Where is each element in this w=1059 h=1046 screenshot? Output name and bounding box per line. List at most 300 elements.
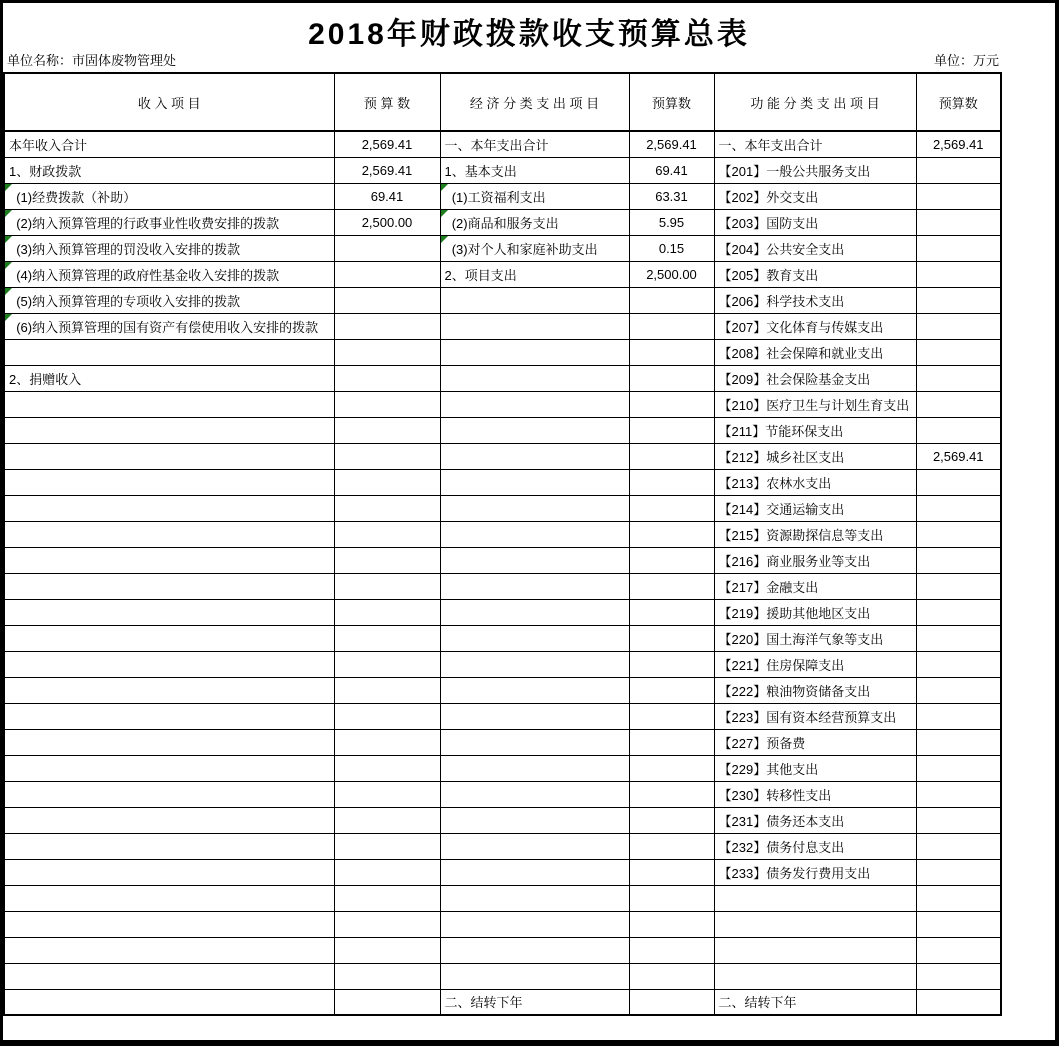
- cell-text: 本年收入合计: [9, 137, 88, 153]
- cell-r11-c5: [714, 391, 916, 417]
- cell-r34-c5: [714, 989, 916, 1015]
- cell-r7-c4: [629, 287, 714, 313]
- cell-text: 0.15: [658, 240, 685, 256]
- cell-r22-c5: [714, 677, 916, 703]
- cell-r15-c4: [629, 495, 714, 521]
- table-row-15: [4, 495, 1001, 521]
- cell-r9-c4: [629, 339, 714, 365]
- cell-r6-c6: [916, 261, 1001, 287]
- cell-r2-c1: [4, 157, 334, 183]
- cell-r5-c2: [334, 235, 440, 261]
- cell-r33-c3: [440, 963, 629, 989]
- cell-r18-c3: [440, 573, 629, 599]
- cell-r11-c6: [916, 391, 1001, 417]
- error-indicator-icon: [5, 314, 12, 321]
- cell-r12-c6: [916, 417, 1001, 443]
- cell-r16-c3: [440, 521, 629, 547]
- cell-r15-c2: [334, 495, 440, 521]
- cell-r16-c6: [916, 521, 1001, 547]
- cell-r6-c4: [629, 261, 714, 287]
- cell-text: 【230】转移性支出: [718, 787, 832, 803]
- cell-r32-c4: [629, 937, 714, 963]
- cell-r22-c3: [440, 677, 629, 703]
- cell-r23-c3: [440, 703, 629, 729]
- cell-text: 1、财政拨款: [9, 163, 82, 179]
- table-row-4: [4, 209, 1001, 235]
- cell-r19-c1: [4, 599, 334, 625]
- cell-r11-c1: [4, 391, 334, 417]
- cell-r4-c5: [714, 209, 916, 235]
- cell-r9-c1: [4, 339, 334, 365]
- cell-r31-c6: [916, 911, 1001, 937]
- cell-text: 5.95: [658, 214, 685, 230]
- cell-r27-c3: [440, 807, 629, 833]
- cell-r15-c3: [440, 495, 629, 521]
- cell-r24-c2: [334, 729, 440, 755]
- cell-r5-c6: [916, 235, 1001, 261]
- cell-r28-c2: [334, 833, 440, 859]
- cell-r5-c3: [440, 235, 629, 261]
- unit-name-label: 单位名称：市固体废物管理处: [7, 53, 177, 68]
- cell-text: 【204】公共安全支出: [718, 241, 845, 257]
- table-row-16: [4, 521, 1001, 547]
- cell-r1-c6: [916, 131, 1001, 157]
- cell-text: 【214】交通运输支出: [718, 501, 845, 517]
- table-row-19: [4, 599, 1001, 625]
- cell-text: 二、结转下年: [718, 995, 797, 1011]
- cell-text: 2,569.41: [361, 162, 413, 178]
- cell-r8-c5: [714, 313, 916, 339]
- cell-r31-c3: [440, 911, 629, 937]
- cell-r31-c5: [714, 911, 916, 937]
- cell-r17-c6: [916, 547, 1001, 573]
- cell-r13-c6: [916, 443, 1001, 469]
- cell-r15-c5: [714, 495, 916, 521]
- cell-r5-c4: [629, 235, 714, 261]
- cell-r13-c5: [714, 443, 916, 469]
- cell-text: 2,569.41: [361, 136, 413, 152]
- cell-r12-c4: [629, 417, 714, 443]
- cell-r23-c6: [916, 703, 1001, 729]
- column-header-5: 功 能 分 类 支 出 项 目: [714, 73, 916, 131]
- cell-r18-c6: [916, 573, 1001, 599]
- cell-r22-c4: [629, 677, 714, 703]
- cell-r14-c6: [916, 469, 1001, 495]
- cell-text: 【206】科学技术支出: [718, 293, 845, 309]
- cell-r33-c5: [714, 963, 916, 989]
- cell-text: 【227】预备费: [718, 735, 806, 751]
- cell-r27-c1: [4, 807, 334, 833]
- cell-text: 【219】援助其他地区支出: [718, 605, 871, 621]
- cell-r10-c1: [4, 365, 334, 391]
- table-row-5: [4, 235, 1001, 261]
- cell-r26-c5: [714, 781, 916, 807]
- cell-r20-c1: [4, 625, 334, 651]
- page-title: 2018年财政拨款收支预算总表: [308, 18, 750, 51]
- cell-r11-c3: [440, 391, 629, 417]
- cell-text: (6)纳入预算管理的国有资产有偿使用收入安排的拨款: [9, 319, 319, 335]
- error-indicator-icon: [5, 184, 12, 191]
- cell-r29-c1: [4, 859, 334, 885]
- cell-r22-c1: [4, 677, 334, 703]
- cell-r30-c5: [714, 885, 916, 911]
- cell-r4-c2: [334, 209, 440, 235]
- cell-text: 1、基本支出: [444, 163, 517, 179]
- cell-r19-c3: [440, 599, 629, 625]
- cell-r20-c2: [334, 625, 440, 651]
- cell-r3-c6: [916, 183, 1001, 209]
- cell-text: (1)工资福利支出: [444, 189, 546, 205]
- cell-r27-c6: [916, 807, 1001, 833]
- cell-r24-c1: [4, 729, 334, 755]
- cell-r10-c4: [629, 365, 714, 391]
- cell-r9-c2: [334, 339, 440, 365]
- cell-text: 【202】外交支出: [718, 189, 819, 205]
- cell-r18-c4: [629, 573, 714, 599]
- cell-r18-c1: [4, 573, 334, 599]
- cell-text: 2,500.00: [646, 266, 697, 282]
- cell-text: (5)纳入预算管理的专项收入安排的拨款: [9, 293, 241, 309]
- table-row-17: [4, 547, 1001, 573]
- cell-r14-c5: [714, 469, 916, 495]
- cell-r20-c3: [440, 625, 629, 651]
- cell-r29-c2: [334, 859, 440, 885]
- cell-r8-c6: [916, 313, 1001, 339]
- meta-row: [7, 50, 999, 69]
- cell-r23-c4: [629, 703, 714, 729]
- cell-r10-c3: [440, 365, 629, 391]
- cell-text: 2,569.41: [932, 136, 984, 152]
- header-row: [4, 73, 1001, 131]
- cell-r4-c1: [4, 209, 334, 235]
- cell-text: 【216】商业服务业等支出: [718, 553, 871, 569]
- table-row-6: [4, 261, 1001, 287]
- cell-r24-c3: [440, 729, 629, 755]
- cell-r30-c2: [334, 885, 440, 911]
- cell-r27-c4: [629, 807, 714, 833]
- cell-r4-c3: [440, 209, 629, 235]
- cell-text: 一、本年支出合计: [718, 137, 823, 153]
- cell-r2-c4: [629, 157, 714, 183]
- cell-r7-c1: [4, 287, 334, 313]
- cell-r34-c1: [4, 989, 334, 1015]
- cell-r8-c2: [334, 313, 440, 339]
- cell-r29-c6: [916, 859, 1001, 885]
- cell-r31-c1: [4, 911, 334, 937]
- cell-r33-c2: [334, 963, 440, 989]
- cell-r32-c3: [440, 937, 629, 963]
- cell-r16-c1: [4, 521, 334, 547]
- table-row-23: [4, 703, 1001, 729]
- cell-r29-c5: [714, 859, 916, 885]
- cell-r30-c3: [440, 885, 629, 911]
- unit-label: 单位：万元: [933, 53, 999, 68]
- cell-text: 2、项目支出: [444, 267, 517, 283]
- cell-r32-c6: [916, 937, 1001, 963]
- cell-r16-c2: [334, 521, 440, 547]
- cell-text: 【212】城乡社区支出: [718, 449, 845, 465]
- table-row-2: [4, 157, 1001, 183]
- cell-r28-c6: [916, 833, 1001, 859]
- cell-r33-c6: [916, 963, 1001, 989]
- cell-text: 69.41: [655, 162, 688, 178]
- cell-r17-c3: [440, 547, 629, 573]
- cell-r32-c1: [4, 937, 334, 963]
- cell-text: (2)纳入预算管理的行政事业性收费安排的拨款: [9, 215, 280, 231]
- table-header: [4, 73, 1001, 131]
- cell-r34-c6: [916, 989, 1001, 1015]
- cell-r19-c5: [714, 599, 916, 625]
- cell-text: 69.41: [370, 188, 404, 204]
- cell-r30-c4: [629, 885, 714, 911]
- cell-text: 【211】节能环保支出: [718, 423, 844, 439]
- cell-r34-c2: [334, 989, 440, 1015]
- cell-r3-c5: [714, 183, 916, 209]
- cell-r16-c4: [629, 521, 714, 547]
- cell-text: 二、结转下年: [444, 995, 523, 1011]
- table-row-25: [4, 755, 1001, 781]
- cell-r30-c6: [916, 885, 1001, 911]
- column-header-1: 收 入 项 目: [4, 73, 334, 131]
- cell-text: 2、捐赠收入: [9, 371, 82, 387]
- column-header-4: 预算数: [629, 73, 714, 131]
- cell-r34-c3: [440, 989, 629, 1015]
- cell-text: 【221】住房保障支出: [718, 657, 845, 673]
- cell-text: 【222】粮油物资储备支出: [718, 683, 871, 699]
- cell-text: 【232】债务付息支出: [718, 839, 845, 855]
- table-row-24: [4, 729, 1001, 755]
- cell-text: 【209】社会保险基金支出: [718, 371, 871, 387]
- cell-r14-c4: [629, 469, 714, 495]
- cell-r26-c1: [4, 781, 334, 807]
- cell-r18-c5: [714, 573, 916, 599]
- error-indicator-icon: [5, 288, 12, 295]
- cell-r1-c4: [629, 131, 714, 157]
- cell-r12-c2: [334, 417, 440, 443]
- cell-r21-c5: [714, 651, 916, 677]
- cell-r25-c6: [916, 755, 1001, 781]
- cell-text: 【213】农林水支出: [718, 475, 832, 491]
- cell-r17-c1: [4, 547, 334, 573]
- cell-r7-c3: [440, 287, 629, 313]
- cell-r25-c5: [714, 755, 916, 781]
- cell-r19-c4: [629, 599, 714, 625]
- cell-text: 一、本年支出合计: [444, 137, 549, 153]
- error-indicator-icon: [441, 236, 448, 243]
- table-row-31: [4, 911, 1001, 937]
- cell-r6-c2: [334, 261, 440, 287]
- cell-r8-c3: [440, 313, 629, 339]
- cell-r17-c5: [714, 547, 916, 573]
- cell-r19-c2: [334, 599, 440, 625]
- cell-r26-c3: [440, 781, 629, 807]
- cell-r28-c1: [4, 833, 334, 859]
- cell-r20-c5: [714, 625, 916, 651]
- cell-r25-c3: [440, 755, 629, 781]
- cell-r28-c4: [629, 833, 714, 859]
- cell-r9-c3: [440, 339, 629, 365]
- cell-r18-c2: [334, 573, 440, 599]
- cell-text: 【215】资源勘探信息等支出: [718, 527, 884, 543]
- cell-r1-c1: [4, 131, 334, 157]
- cell-r19-c6: [916, 599, 1001, 625]
- cell-r23-c1: [4, 703, 334, 729]
- cell-r10-c2: [334, 365, 440, 391]
- cell-r13-c2: [334, 443, 440, 469]
- table-row-34: [4, 989, 1001, 1015]
- cell-r11-c4: [629, 391, 714, 417]
- table-row-26: [4, 781, 1001, 807]
- cell-r16-c5: [714, 521, 916, 547]
- cell-r6-c1: [4, 261, 334, 287]
- cell-r33-c1: [4, 963, 334, 989]
- cell-text: 2,500.00: [361, 214, 413, 230]
- cell-r10-c5: [714, 365, 916, 391]
- cell-text: (1)经费拨款（补助）: [9, 189, 137, 205]
- cell-text: 2,569.41: [932, 448, 984, 464]
- cell-text: 【223】国有资本经营预算支出: [718, 709, 897, 725]
- cell-text: 【233】债务发行费用支出: [718, 865, 871, 881]
- cell-r27-c2: [334, 807, 440, 833]
- cell-r12-c3: [440, 417, 629, 443]
- error-indicator-icon: [441, 184, 448, 191]
- cell-text: (3)纳入预算管理的罚没收入安排的拨款: [9, 241, 241, 257]
- cell-text: 【201】一般公共服务支出: [718, 163, 871, 179]
- cell-r26-c2: [334, 781, 440, 807]
- cell-r27-c5: [714, 807, 916, 833]
- cell-r2-c5: [714, 157, 916, 183]
- cell-r31-c4: [629, 911, 714, 937]
- table-row-9: [4, 339, 1001, 365]
- cell-r1-c3: [440, 131, 629, 157]
- table-body: [4, 131, 1001, 1015]
- table-row-3: [4, 183, 1001, 209]
- cell-r21-c1: [4, 651, 334, 677]
- cell-r33-c4: [629, 963, 714, 989]
- error-indicator-icon: [441, 210, 448, 217]
- cell-r29-c3: [440, 859, 629, 885]
- table-row-7: [4, 287, 1001, 313]
- cell-r7-c5: [714, 287, 916, 313]
- cell-r9-c5: [714, 339, 916, 365]
- table-row-30: [4, 885, 1001, 911]
- table-row-13: [4, 443, 1001, 469]
- cell-text: 【220】国土海洋气象等支出: [718, 631, 884, 647]
- cell-r1-c2: [334, 131, 440, 157]
- error-indicator-icon: [5, 262, 12, 269]
- cell-r25-c2: [334, 755, 440, 781]
- cell-r3-c1: [4, 183, 334, 209]
- cell-r21-c2: [334, 651, 440, 677]
- cell-text: (3)对个人和家庭补助支出: [444, 241, 598, 257]
- table-row-1: [4, 131, 1001, 157]
- cell-text: 【217】金融支出: [718, 579, 819, 595]
- cell-r6-c3: [440, 261, 629, 287]
- cell-r15-c6: [916, 495, 1001, 521]
- cell-text: 【203】国防支出: [718, 215, 819, 231]
- cell-r14-c3: [440, 469, 629, 495]
- table-row-28: [4, 833, 1001, 859]
- cell-r17-c2: [334, 547, 440, 573]
- cell-r28-c5: [714, 833, 916, 859]
- table-row-14: [4, 469, 1001, 495]
- column-header-6: 预算数: [916, 73, 1001, 131]
- table-row-8: [4, 313, 1001, 339]
- cell-r32-c5: [714, 937, 916, 963]
- cell-r12-c1: [4, 417, 334, 443]
- cell-text: 【231】债务还本支出: [718, 813, 845, 829]
- cell-r1-c5: [714, 131, 916, 157]
- cell-r4-c6: [916, 209, 1001, 235]
- cell-r20-c4: [629, 625, 714, 651]
- cell-r8-c4: [629, 313, 714, 339]
- table-row-22: [4, 677, 1001, 703]
- cell-r8-c1: [4, 313, 334, 339]
- cell-r14-c2: [334, 469, 440, 495]
- cell-r21-c3: [440, 651, 629, 677]
- cell-r3-c3: [440, 183, 629, 209]
- cell-r9-c6: [916, 339, 1001, 365]
- table-row-21: [4, 651, 1001, 677]
- cell-text: (2)商品和服务支出: [444, 215, 559, 231]
- cell-r31-c2: [334, 911, 440, 937]
- cell-r32-c2: [334, 937, 440, 963]
- error-indicator-icon: [5, 236, 12, 243]
- budget-table: [3, 72, 1002, 1016]
- cell-r4-c4: [629, 209, 714, 235]
- cell-r12-c5: [714, 417, 916, 443]
- cell-r15-c1: [4, 495, 334, 521]
- column-header-3: 经 济 分 类 支 出 项 目: [440, 73, 629, 131]
- cell-r13-c3: [440, 443, 629, 469]
- cell-r3-c2: [334, 183, 440, 209]
- cell-r13-c4: [629, 443, 714, 469]
- cell-r13-c1: [4, 443, 334, 469]
- cell-r5-c1: [4, 235, 334, 261]
- cell-text: 【208】社会保障和就业支出: [718, 345, 884, 361]
- cell-r34-c4: [629, 989, 714, 1015]
- table-row-20: [4, 625, 1001, 651]
- error-indicator-icon: [5, 210, 12, 217]
- cell-r26-c6: [916, 781, 1001, 807]
- cell-text: 63.31: [655, 188, 688, 204]
- cell-r5-c5: [714, 235, 916, 261]
- table-row-29: [4, 859, 1001, 885]
- cell-r26-c4: [629, 781, 714, 807]
- cell-r7-c6: [916, 287, 1001, 313]
- cell-text: 【229】其他支出: [718, 761, 819, 777]
- cell-r2-c6: [916, 157, 1001, 183]
- cell-r7-c2: [334, 287, 440, 313]
- cell-r6-c5: [714, 261, 916, 287]
- cell-r2-c2: [334, 157, 440, 183]
- cell-r24-c4: [629, 729, 714, 755]
- cell-text: 【205】教育支出: [718, 267, 819, 283]
- table-row-18: [4, 573, 1001, 599]
- table-row-32: [4, 937, 1001, 963]
- cell-r17-c4: [629, 547, 714, 573]
- cell-r3-c4: [629, 183, 714, 209]
- cell-r22-c2: [334, 677, 440, 703]
- cell-r2-c3: [440, 157, 629, 183]
- table-row-11: [4, 391, 1001, 417]
- cell-text: 【210】医疗卫生与计划生育支出: [718, 397, 910, 413]
- cell-r14-c1: [4, 469, 334, 495]
- column-header-2: 预 算 数: [334, 73, 440, 131]
- table-row-12: [4, 417, 1001, 443]
- cell-r28-c3: [440, 833, 629, 859]
- cell-r30-c1: [4, 885, 334, 911]
